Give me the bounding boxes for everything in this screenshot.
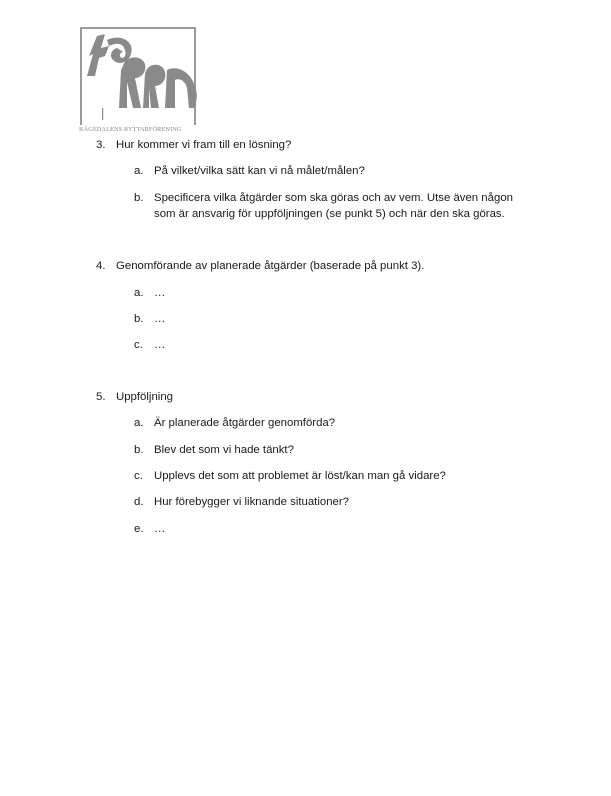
section-3-item-a-label: a. [134,165,144,177]
logo-letter-k [87,34,109,76]
section-4-item-a-text: … [154,287,166,299]
section-4-number: 4. [96,260,106,272]
section-4-item-b-text: … [154,313,166,325]
section-5-number: 5. [96,391,106,403]
section-4-item-b-label: b. [134,313,144,325]
section-5-item-e-label: e. [134,523,144,535]
logo-letter-a [107,38,132,63]
section-3-title: Hur kommer vi fram till en lösning? [116,139,292,151]
section-5-item-d-label: d. [134,496,144,508]
section-5-item-e-text: … [154,523,166,535]
club-logo [79,26,195,134]
section-5-title: Uppföljning [116,391,173,403]
section-3-item-b-text-line1: Specificera vilka åtgärder som ska göras och av vem. Utse även någon [154,192,513,204]
section-5-item-a-label: a. [134,417,144,429]
section-3-item-b-label: b. [134,192,144,204]
section-5-item-c-label: c. [134,470,143,482]
section-5-item-c-text: Upplevs det som att problemet är löst/kan man gå vidare? [154,470,446,482]
horse-letters-logo-icon [79,26,199,126]
section-3-number: 3. [96,139,106,151]
section-5-item-d-text: Hur förebygger vi liknande situationer? [154,496,350,508]
section-3-item-b-text-line2: som är ansvarig för uppföljningen (se punkt 5) och när den ska göras. [154,208,505,220]
section-4-item-c-label: c. [134,339,143,351]
section-4-item-c-text: … [154,339,166,351]
section-4-item-a-label: a. [134,287,144,299]
logo-letter-f [165,68,197,108]
logo-organization-name: KÅGEDALENS RYTTARFÖRENING [79,126,182,133]
logo-letter-r2 [143,65,165,108]
section-3-item-a-text: På vilket/vilka sätt kan vi nå målet/målen? [154,165,365,177]
section-5-item-b-text: Blev det som vi hade tänkt? [154,444,294,456]
section-4-title: Genomförande av planerade åtgärder (baserade på punkt 3). [116,260,425,272]
logo-torch [102,108,103,120]
logo-letter-r1 [119,57,145,108]
section-5-item-b-label: b. [134,444,144,456]
section-5-item-a-text: Är planerade åtgärder genomförda? [154,417,336,429]
